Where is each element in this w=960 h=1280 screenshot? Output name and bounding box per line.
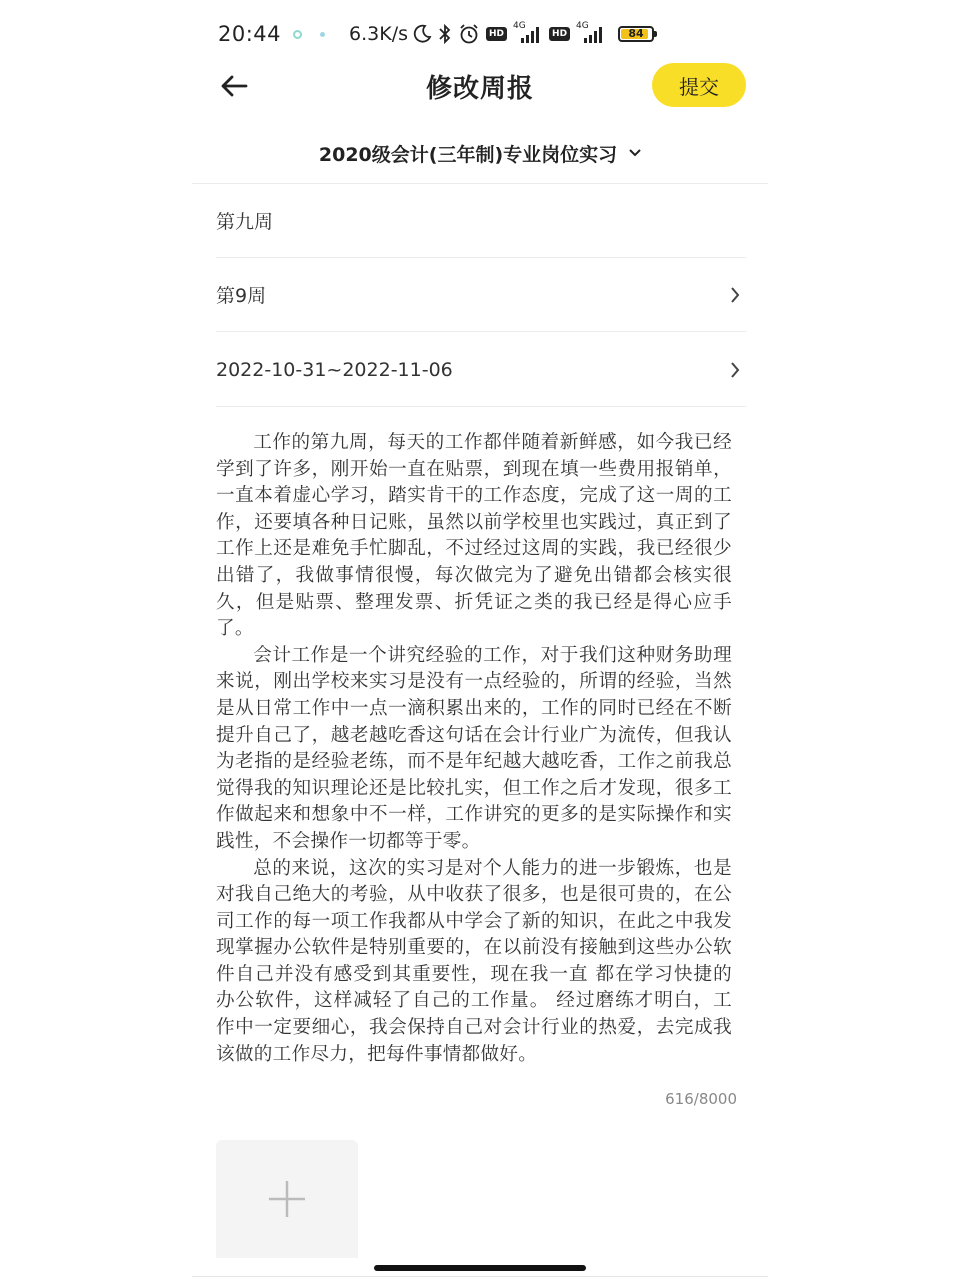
app-notification-icon — [293, 30, 302, 39]
signal-icon — [513, 23, 543, 45]
chevron-right-icon — [730, 362, 740, 378]
status-time: 20:44 — [218, 22, 282, 46]
date-range-selector[interactable] — [216, 333, 746, 407]
program-selector[interactable] — [192, 138, 768, 168]
dot-notification-icon — [320, 32, 325, 37]
chevron-down-icon — [629, 149, 641, 157]
program-name: 2020级会计(三年制)专业岗位实习 — [318, 143, 618, 166]
content-paragraph: 工作的第九周，每天的工作都伴随着新鲜感，如今我已经学到了许多，刚开始一直在贴票，到现在填一些费用报销单，一直本着虚心学习，踏实肯干的工作态度，完成了这一周的工作，还要填各种日记账，虽然以前学校里也实践过，真正到了工作上还是难免手忙脚乱，不过经过这周的实践，我已经很少出错了，我做事情很慢，每次做完为了避免出错都会核实很久，但是贴票、整理发票、折凭证之类的我已经是得心应手了。 — [216, 432, 732, 640]
network-type-2: 4G — [576, 21, 589, 31]
status-icons — [412, 23, 654, 45]
report-title-input[interactable] — [216, 184, 746, 258]
moon-icon — [412, 24, 432, 44]
phone-screen — [192, 0, 768, 1280]
date-range-value: 2022-10-31~2022-11-06 — [216, 358, 453, 381]
week-selector[interactable] — [216, 258, 746, 332]
net-speed: 6.3K/s — [349, 23, 409, 45]
battery-icon — [618, 26, 654, 42]
char-counter: 616/8000 — [665, 1090, 737, 1108]
chevron-right-icon — [730, 287, 740, 303]
divider — [192, 1276, 768, 1277]
home-indicator[interactable] — [374, 1265, 586, 1271]
add-image-button[interactable] — [216, 1140, 358, 1258]
signal-icon-2 — [576, 23, 606, 45]
alarm-icon — [458, 23, 480, 45]
network-type-1: 4G — [513, 21, 526, 31]
bluetooth-icon — [438, 23, 452, 45]
status-bar — [218, 18, 748, 50]
page-title: 修改周报 — [425, 74, 534, 104]
content-paragraph: 会计工作是一个讲究经验的工作，对于我们这种财务助理来说，刚出学校来实习是没有一点经验的，所谓的经验，当然是从日常工作中一点一滴积累出来的，工作的同时已经在不断提升自己了，越老越吃香这句话在会计行业广为流传，但我认为老指的是经验老练，而不是年纪越大越吃香，工作之前我总觉得我的知识理论还是比较扎实，但工作之后才发现，很多工作做起来和想象中不一样，工作讲究的更多的是实际操作和实践性，不会操作一切都等于零。 — [216, 644, 732, 852]
plus-icon — [267, 1179, 307, 1219]
week-value: 第9周 — [216, 285, 267, 307]
submit-button[interactable]: 提交 — [652, 63, 746, 107]
hd-badge: HD — [486, 27, 507, 41]
report-content-textarea[interactable] — [216, 430, 732, 1068]
content-paragraph: 总的来说，这次的实习是对个人能力的进一步锻炼，也是对我自己绝大的考验，从中收获了很多，也是很可贵的，在公司工作的每一项工作我都从中学会了新的知识，在此之中我发现掌握办公软件是特别重要的，在以前没有接触到这些办公软件自己并没有感受到其重要性，现在我一直 都在学习快捷的办公软件，这样减轻了自己的工作量。 经过磨练才明白，工作中一定要细心，我会保持自己对会计行业的热爱，去完成我该做的工作尽力，把每件事情都做好。 — [216, 857, 732, 1065]
report-title-value: 第九周 — [216, 211, 274, 233]
header — [192, 60, 768, 110]
hd-badge-2: HD — [549, 27, 570, 41]
battery-level: 84 — [628, 27, 644, 40]
